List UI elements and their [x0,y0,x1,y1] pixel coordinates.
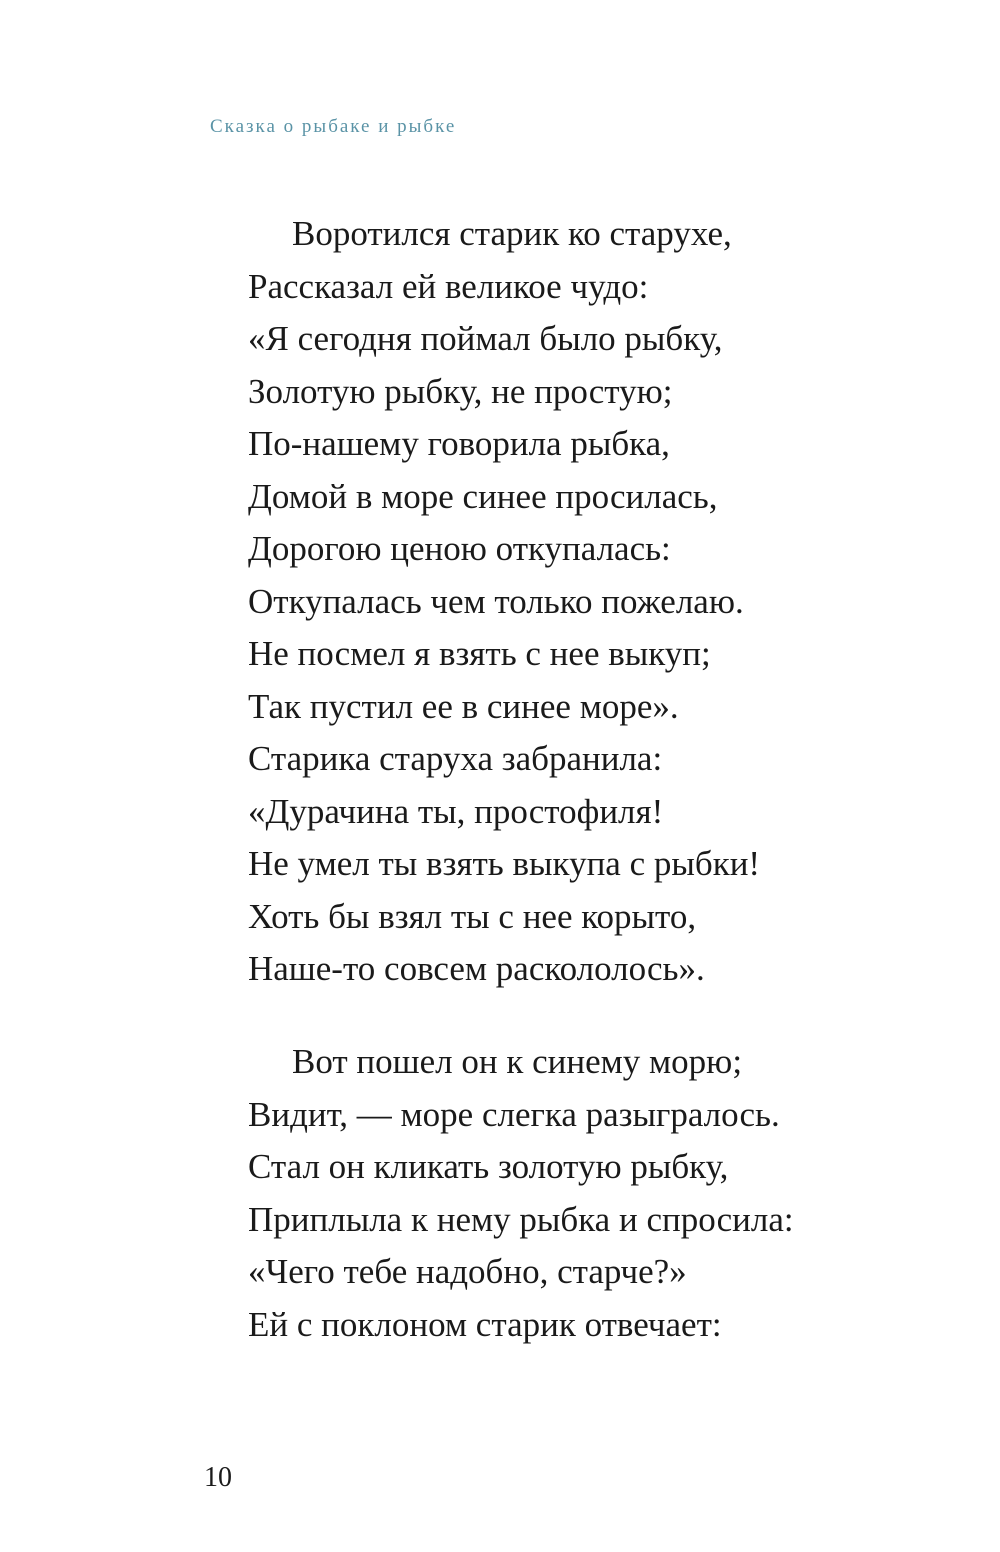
verse-line: Воротился старик ко старухе, [292,214,732,253]
verse-line: Стал он кликать золотую рыбку, [248,1147,729,1186]
verse-line: Домой в море синее просилась, [248,476,718,516]
verse-line: Так пустил ее в синее море». [248,686,679,726]
verse-line: Приплыла к нему рыбка и спросила: [248,1199,794,1239]
verse-line: «Я сегодня поймал было рыбку, [248,319,723,358]
verse-line: Наше-то совсем раскололось». [248,949,705,988]
verse-line: Хоть бы взял ты с нее корыто, [248,896,697,936]
stanza-1 [248,208,760,996]
running-head: Сказка о рыбаке и рыбке [210,116,457,137]
verse-line: По-нашему говорила рыбка, [248,424,670,463]
verse-line: Золотую рыбку, не простую; [248,371,673,411]
verse-line: Откупалась чем только пожелаю. [248,581,744,621]
verse-line: Видит, — море слегка разыгралось. [248,1094,780,1134]
verse-line: «Чего тебе надобно, старче?» [248,1252,687,1291]
verse-line: «Дурачина ты, простофиля! [248,791,664,831]
verse-line: Дорогою ценою откупалась: [248,529,671,568]
stanza-2 [248,1036,794,1351]
verse-line: Не умел ты взять выкупа с рыбки! [248,844,761,883]
verse-line: Старика старуха забранила: [248,739,663,778]
verse-line: Вот пошел он к синему морю; [292,1042,743,1081]
verse-line: Не посмел я взять с нее выкуп; [248,634,711,673]
verse-line: Ей с поклоном старик отвечает: [248,1304,722,1344]
page-number: 10 [204,1462,232,1493]
verse-line: Рассказал ей великое чудо: [248,266,649,306]
